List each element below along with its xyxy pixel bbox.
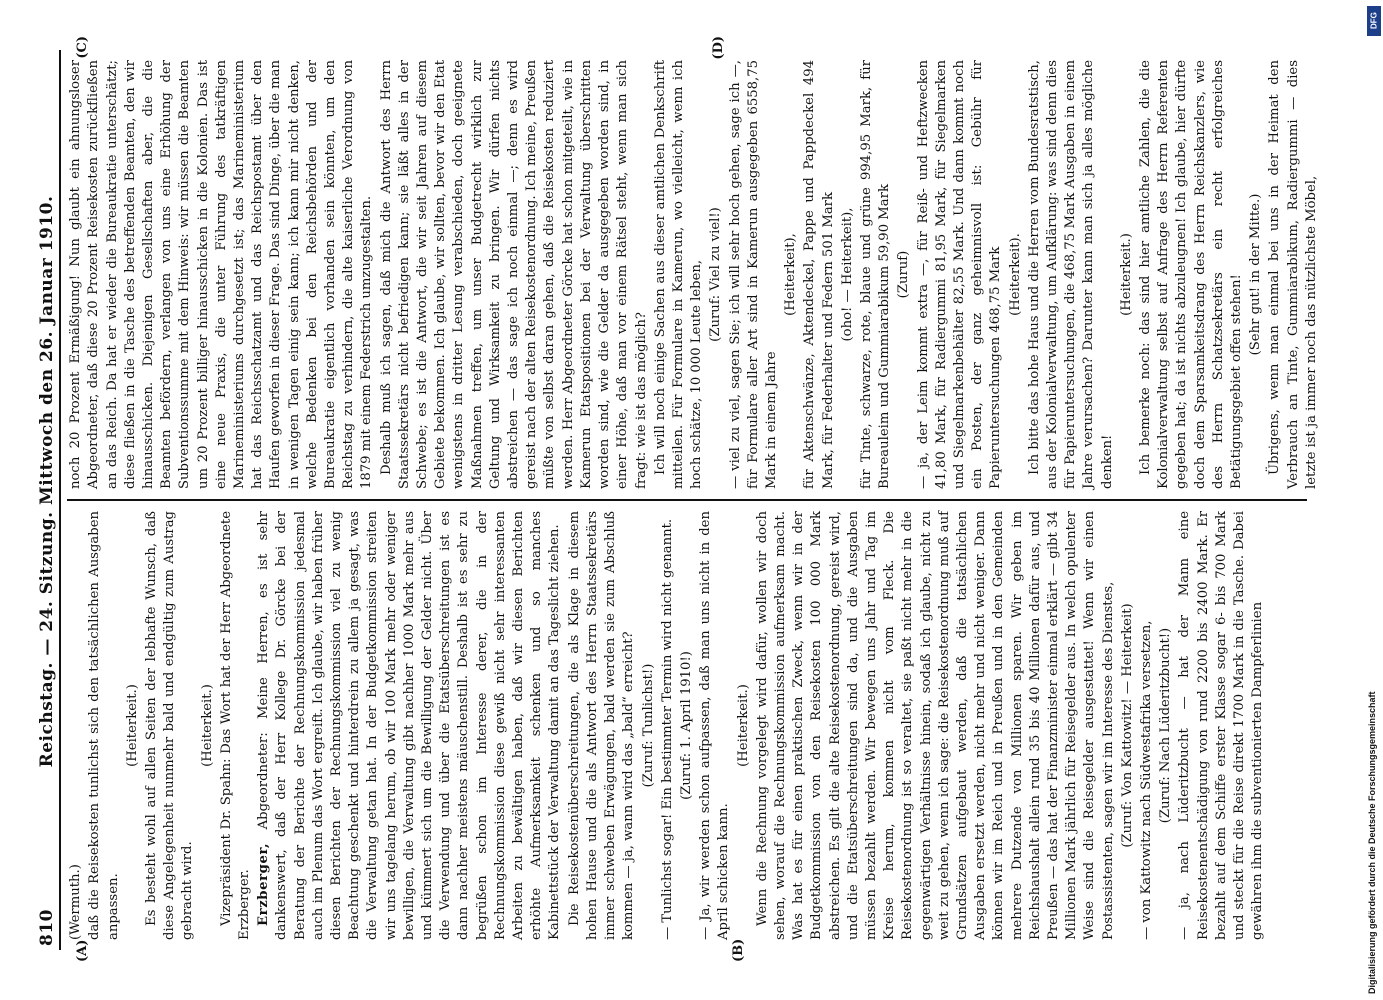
interjection: (Heiterkeit). — [1007, 233, 1023, 316]
paragraph: für Tinte, schwarze, rote, blaue und grüne 994,95 Mark, für Bureauleim und Gummiarabikum 59,90 Mark — [858, 60, 893, 489]
margin-mark-d: (D) — [711, 36, 726, 60]
paragraph: Ich bemerke noch: das sind hier amtliche Zahlen, die die Kolonialverwaltung selbst auf Anfrage des Herrn Referenten gegeben hat; da ist nichts abzuleugnen! Ich glaube, hier dürfte doch dem Sparsamkeitsdrang des Herrn Reichskanzlers, wie des Herrn Schatzsekretärs ein recht erfolgreiches Betätigungsgebiet offen stehen! — [1137, 60, 1244, 489]
interjection: (Zuruf: Nach Lüderitzbucht!) — [1158, 627, 1174, 824]
paragraph: — viel zu viel, sagen Sie; ich will sehr hoch gehen, sage ich —, für Formulare aller Art sind in Kamerun ausgegeben 6558,75 Mark in einem Jahre — [727, 60, 779, 489]
speaker-paragraph — [255, 511, 564, 940]
paragraph: Es besteht wohl auf allen Seiten der lebhafte Wunsch, daß diese Angelegenheit nunmehr bald und endgültig zum Austrag gebracht wird. — [144, 511, 196, 940]
paragraph: Ich bitte das hohe Haus und die Herren vom Bundesratstisch, aus der Kolonialverwaltung, um Aufklärung: was sind denn dies für Papieruntersuchungen, die 468,75 Mark Ausgaben in einem Jahre verursachen? Darunter kann man sich ja alles mögliche denken! — [1026, 60, 1115, 489]
paragraph: für Aktenschwänze, Aktendeckel, Pappe und Pappdeckel 494 Mark, für Federhalter und Federn 501 Mark — [802, 60, 836, 489]
paragraph: Vizepräsident Dr. Spahn: Das Wort hat der Herr Abgeordnete Erzberger. — [218, 511, 253, 940]
interjection: (Zuruf: Viel zu viel!) — [708, 207, 724, 342]
paragraph: Übrigens, wenn man einmal bei uns in der Heimat den Verbrauch an Tinte, Gummiarabikum, Radiergummi — dies letzte ist ja immer noch das nützlichste Möbel, — [1267, 60, 1319, 489]
page-title: Reichstag. — 24. Sitzung. Mittwoch den 26. Januar 1910. — [37, 195, 57, 768]
interjection: (Zuruf: 1. April 1910!) — [678, 651, 694, 800]
interjection: (Heiterkeit.) — [1118, 233, 1134, 316]
right-column — [67, 50, 1319, 501]
paragraph: Ich will noch einige Sachen aus dieser amtlichen Denkschrift mitteilen. Für Formulare in Kamerun, wo vielleicht, wenn ich hoch schätze, 10 000 Leute leben, — [652, 60, 705, 489]
left-column — [67, 501, 1307, 950]
interjection: (oho! — Heiterkeit), — [839, 207, 855, 342]
paragraph: daß die Reisekosten tunlichst sich den tatsächlichen Ausgaben anpassen. — [87, 511, 121, 940]
paragraph: — Tunlichst sogar! Ein bestimmter Termin wird nicht genannt. — [659, 518, 675, 940]
dfg-logo: DFG — [1367, 6, 1381, 36]
speech-text: Abgeordneter: Meine Herren, es ist sehr dankenswert, daß der Herr Kollege Dr. Görcke bei der Beratung der Berichte der Rechnungskommission jedesmal auch im Plenum das Wort ergreift. Ich glaube, wir haben früher diesen Berichten der Rechnungskommission viel zu wenig Beachtung geschenkt und hinterdrein zu allem ja gesagt, was die Verwaltung getan hat. In der Budgetkommission streiten wir uns tagelang herum, ob wir 100 Mark mehr oder weniger bewilligen, die Verwaltung gibt nachher 1000 Mark mehr aus und kümmert sich um die Bewilligung der Gelder nicht. Über die Verwendung und über die Etatsüberschreitungen ist es dann nachher meistens mäuschenstill. Deshalb ist es sehr zu begrüßen schon im Interesse derer, die in der Rechnungskommission diese gewiß nicht sehr interessanten Arbeiten zu bewältigen haben, daß wir diesen Berichten erhöhte Aufmerksamkeit schenken und so manches Kabinettstück der Verwaltung damit an das Tageslicht ziehen. — [256, 511, 563, 940]
paragraph: — ja, nach Lüderitzbucht — hat der Mann eine Reisekostenentschädigung von rund 2200 bis 2400 Mark. Er bezahlt auf dem Schiffe erster Klasse sogar 6- bis 700 Mark und steckt für die Reise direkt 1700 Mark in die Tasche. Dabei gewähren ihm die subventionierten Dampferlinien — [1177, 511, 1266, 940]
scanned-page — [30, 36, 1330, 962]
paragraph: Die Reisekostenüberschreitungen, die als Klage in diesem hohen Hause und die als Antwort des Herrn Staatssekretärs immer schweben Erwägungen, bald werden sie zum Abschluß kommen — ja, wann wird das „bald“ erreicht? — [566, 511, 637, 940]
interjection: (Zuruf) — [896, 250, 912, 299]
interjection: (Heiterkeit), — [783, 233, 799, 316]
paragraph: — ja, der Leim kommt extra —, für Reiß- und Heftzwecken 41,80 Mark, für Radiergummi 81,95 Mark, für Siegelmarken und Siegelmarkenbehälter 82,55 Mark. Und dann kommt noch ein Posten, der ganz geheimnisvoll ist: Gebühr für Papieruntersuchungen 468,75 Mark — [915, 60, 1004, 489]
interjection: (Heiterkeit.) — [124, 684, 140, 767]
interjection: (Heiterkeit.) — [735, 684, 751, 767]
paragraph: noch 20 Prozent Ermäßigung! Nun glaubt ein ahnungsloser Abgeordneter, daß diese 20 Prozent Reisekosten zurückfließen an das Reich. Da hat er wieder die Bureaukratie unterschätzt; diese fließen in die Tasche des betreffenden Beamten, den wir hinausschicken. Diejenigen Gesellschaften aber, die die Beamten befördern, verlangen von uns eine Erhöhung der Subventionssumme mit dem Hinweis: wir müssen die Beamten um 20 Prozent billiger hinausschicken in die Kolonien. Das ist eine neue Praxis, die unter Führung des tatkräftigen Marineministeriums durchgesetzt ist; das Marineministerium hat das Reichsschatzamt und das Reichspostamt über den Haufen geworfen in dieser Frage. Das sind Dinge, über die man in wenigen Tagen einig sein kann; ich kann mir nicht denken, welche Bedenken bei den Reichsbehörden und der Bureaukratie eigentlich vorhanden sein könnten, um den Reichstag zu verhindern, die alte kaiserliche Verordnung von 1879 mit einem Federstrich umzugestalten. — [68, 60, 375, 489]
margin-mark-b: (B) — [731, 938, 746, 962]
speaker-name: Erzberger, — [256, 842, 272, 926]
digitization-credit: Digitalisierung gefördert durch die Deutsche Forschungsgemeinschaft — [1367, 691, 1377, 994]
interjection: (Zuruf: Von Kattowitz! — Heiterkeit) — [1119, 603, 1135, 848]
paragraph: Deshalb muß ich sagen, daß mich die Antwort des Herrn Staatssekretärs nicht befriedigen kann; sie läßt alles in der Schwebe; es ist die Antwort, die wir seit Jahren auf diesem Gebiete bekommen. Ich glaube, wir sollten, bevor wir den Etat wenigstens in dritter Lesung verabschieden, doch geeignete Maßnahmen treffen, um unser Budgetrecht wirklich zur Geltung und Wirksamkeit zu bringen. Wir dürfen nichts abstreichen — das sage ich noch einmal —; denn es wird gereist nach der alten Reisekostenordnung. Ich meine, Preußen müßte von selbst daran gehen, daß die Reisekosten reduziert werden. Herr Abgeordneter Görcke hat schon mitgeteilt, wie in Kamerun Etatspositionen bei der Verwaltung überschritten worden sind, wie die Gelder da ausgegeben worden sind, in einer Höhe, daß man vor einem Rätsel steht, wenn man sich fragt: wie ist das möglich? — [378, 60, 649, 489]
text-columns — [67, 50, 1319, 950]
interjection: (Sehr gut! in der Mitte.) — [1248, 193, 1264, 356]
running-head — [38, 50, 61, 950]
margin-mark-a: (A) — [75, 939, 90, 962]
interjection: (Heiterkeit.) — [199, 684, 215, 767]
paragraph: Wenn die Rechnung vorgelegt wird dafür, wollen wir doch sehen, worauf die Rechnungskommission aufmerksam macht. Was hat es für einen praktischen Zweck, wenn wir in der Budgetkommission von den Reisekosten 100 000 Mark abstreichen. Es gilt die alte Reisekostenordnung, gereist wird, und die Etatsüberschreitungen sind da, und die Ausgaben müssen bezahlt werden. Wir bewegen uns Jahr und Tag im Kreise herum, kommen nicht vom Fleck. Die Reisekostenordnung ist so veraltet, sie paßt nicht mehr in die gegenwärtigen Verhältnisse hinein, sodaß ich glaube, nicht zu weit zu gehen, wenn ich sage: die Reisekostenordnung muß auf Grundsätzen aufgebaut werden, daß die tatsächlichen Ausgaben ersetzt werden, nicht mehr und nicht weniger. Dann können wir im Reich und in Preußen und in den Gemeinden mehrere Dutzende von Millionen sparen. Wir geben im Reichshaushalt allein rund 35 bis 40 Millionen dafür aus, und Preußen — das hat der Finanzminister einmal erklärt — gibt 34 Millionen Mark jährlich für Reisegelder aus. In welch opulenter Weise sind die Reisegelder ausgestattet! Wenn wir einen Postassistenten, sagen wir im Interesse des Dienstes, — [754, 511, 1116, 940]
paragraph: — Ja, wir werden schon aufpassen, daß man uns nicht in den April schicken kann. — [698, 511, 732, 940]
paragraph: — von Kattowitz nach Südwestafrika versetzen, — [1138, 620, 1154, 940]
page-number: 810 — [37, 909, 57, 946]
interjection: (Zuruf: Tunlichst!) — [640, 663, 656, 788]
paragraph: (Wermuth.) — [68, 864, 84, 940]
margin-mark-c: (C) — [75, 36, 90, 59]
